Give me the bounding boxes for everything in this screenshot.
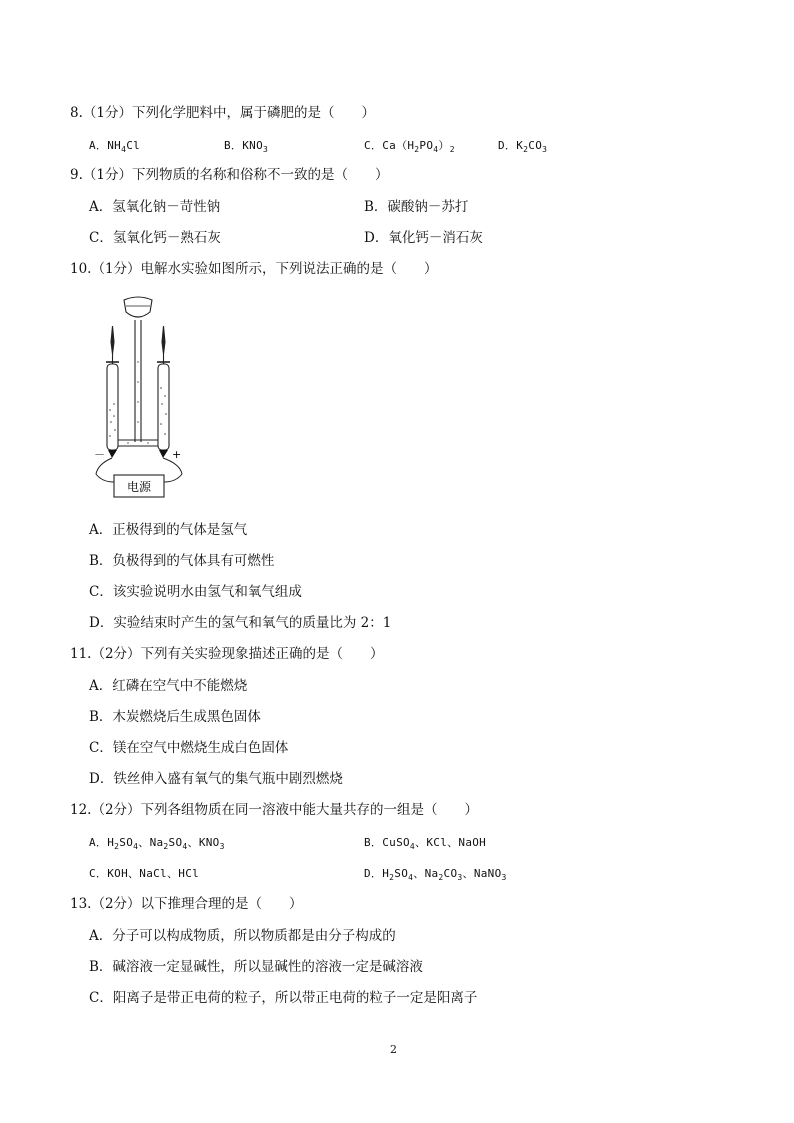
question-12-option-d: D．$H_2SO_4$、$Na_2CO_3$、NaNO$_3$ (364, 867, 507, 882)
question-8-option-b: B．$KNO_3$ (224, 139, 269, 154)
question-8-stem: 8.（1分）下列化学肥料中，属于磷肥的是（ ） (70, 105, 375, 121)
question-10-stem: 10.（1分）电解水实验如图所示，下列说法正确的是（ ） (70, 261, 438, 277)
question-9-option-a: A．氢氧化钠－苛性钠 (89, 199, 221, 215)
page-number: 2 (390, 1043, 397, 1056)
question-13-option-a: A．分子可以构成物质，所以物质都是由分子构成的 (89, 928, 396, 944)
question-9-option-d: D．氧化钙－消石灰 (364, 230, 483, 246)
question-8-option-c: C．$Ca(H_2PO_4)_2$ (364, 139, 455, 154)
positive-terminal-label: + (172, 448, 182, 461)
question-9-stem: 9.（1分）下列物质的名称和俗称不一致的是（ ） (70, 167, 389, 183)
question-13-option-c: C．阳离子是带正电荷的粒子，所以带正电荷的粒子一定是阳离子 (89, 990, 478, 1006)
question-12-option-c: C．KOH、NaCl、HCl (89, 867, 200, 880)
electrolysis-apparatus-figure (88, 292, 193, 502)
power-supply-label: 电源 (126, 480, 152, 494)
question-9-option-c: C．氢氧化钙－熟石灰 (89, 230, 221, 246)
question-12-stem: 12.（2分）下列各组物质在同一溶液中能大量共存的一组是（ ） (70, 802, 479, 818)
question-10-option-d: D．实验结束时产生的氢气和氧气的质量比为 2：1 (89, 615, 392, 631)
question-11-option-a: A．红磷在空气中不能燃烧 (89, 678, 248, 694)
question-11-option-b: B．木炭燃烧后生成黑色固体 (89, 709, 261, 725)
question-11-option-d: D．铁丝伸入盛有氧气的集气瓶中剧烈燃烧 (89, 771, 343, 787)
question-12-option-b: B．CuSO$_4$、KCl、NaOH (364, 836, 487, 851)
question-10-option-a: A．正极得到的气体是氢气 (89, 522, 248, 538)
question-11-option-c: C．镁在空气中燃烧生成白色固体 (89, 740, 289, 756)
negative-terminal-label: － (94, 448, 105, 461)
question-13-stem: 13.（2分）以下推理合理的是（ ） (70, 896, 303, 912)
question-12-option-a: A．$H_2SO_4$、$Na_2SO_4$、$KNO_3$ (89, 836, 225, 851)
question-13-option-b: B．碱溶液一定显碱性，所以显碱性的溶液一定是碱溶液 (89, 959, 423, 975)
question-9-option-b: B．碳酸钠－苏打 (364, 199, 469, 215)
question-8-option-a: A．$NH_4Cl$ (89, 139, 141, 154)
question-10-option-c: C．该实验说明水由氢气和氧气组成 (89, 584, 302, 600)
question-10-option-b: B．负极得到的气体具有可燃性 (89, 553, 275, 569)
question-8-option-d: D．$K_2CO_3$ (498, 139, 548, 154)
question-11-stem: 11.（2分）下列有关实验现象描述正确的是（ ） (70, 646, 384, 662)
